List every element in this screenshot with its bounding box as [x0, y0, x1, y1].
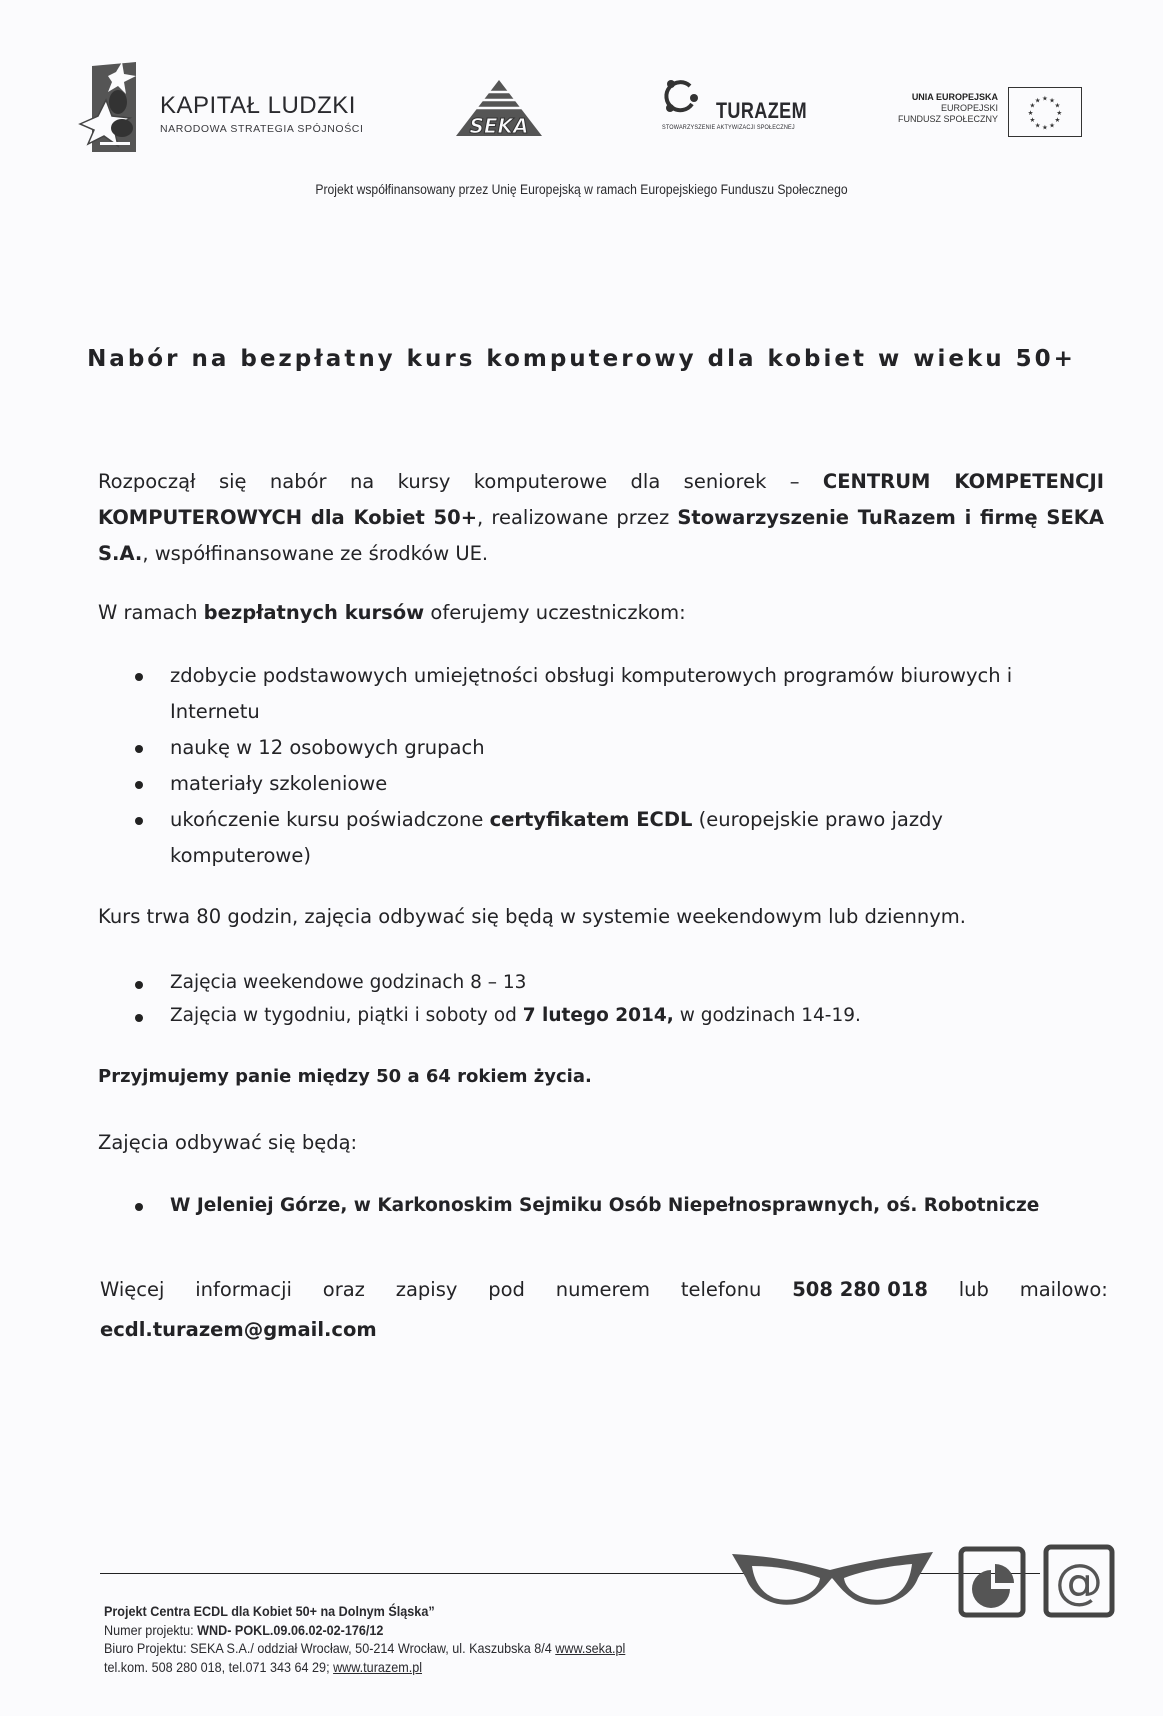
list-item-text: w godzinach 14-19.: [673, 1005, 861, 1026]
offer-lead-pre: W ramach: [98, 601, 204, 624]
intro-bold-organizers: Stowarzyszenie TuRazem i firmę SEKA S.A.: [98, 506, 1104, 565]
bullet-icon: [135, 781, 143, 789]
list-item-bold: 7 lutego 2014,: [522, 1005, 674, 1026]
pie-chart-icon: [958, 1546, 1026, 1618]
footer-project-name: Projekt Centra ECDL dla Kobiet 50+ na Dolnym Śląska”: [104, 1603, 435, 1619]
bullet-icon: [135, 817, 143, 825]
bullet-icon: [135, 673, 143, 681]
list-item-text: Zajęcia weekendowe godzinach 8 – 13: [170, 972, 527, 993]
eu-star-icon: ★: [1029, 102, 1036, 110]
eu-star-icon: ★: [1054, 117, 1061, 125]
intro-text-3: , współfinansowane ze środków UE.: [142, 542, 489, 565]
contact-word: numerem: [555, 1278, 651, 1301]
eu-fund-label: [880, 92, 998, 125]
turazem-subtitle: STOWARZYSZENIE AKTYWIZACJI SPOŁECZNEJ: [662, 124, 795, 131]
eu-star-icon: ★: [1054, 102, 1061, 110]
kapital-ludzki-wordmark: [160, 94, 364, 135]
footer-number-label: Numer projektu:: [104, 1621, 198, 1638]
contact-word: pod: [488, 1278, 525, 1301]
page-title: Nabór na bezpłatny kurs komputerowy dla kobiet w wieku 50+: [87, 346, 1076, 372]
location-list: [132, 1188, 1039, 1224]
contact-word: informacji: [195, 1278, 292, 1301]
footer-phones: tel.kom. 508 280 018, tel.071 343 64 29;: [104, 1658, 334, 1675]
eu-star-icon: ★: [1056, 109, 1063, 117]
email-at-icon: [1043, 1544, 1115, 1618]
footer-info: [104, 1602, 625, 1676]
eu-star-icon: ★: [1034, 97, 1041, 105]
footer-office: Biuro Projektu: SEKA S.A./ oddział Wrocław, 50-214 Wrocław, ul. Kaszubska 8/4: [104, 1640, 556, 1656]
bullet-icon: [135, 1014, 143, 1022]
eu-star-icon: ★: [1041, 124, 1049, 132]
contact-word: lub: [958, 1278, 989, 1301]
list-item-text: ukończenie kursu poświadczone: [170, 808, 490, 831]
cofinancing-note: Projekt współfinansowany przez Unię Europejską w ramach Europejskiego Funduszu Społecznego: [315, 182, 848, 197]
list-item: [132, 966, 861, 999]
course-duration: Kurs trwa 80 godzin, zajęcia odbywać się będą w systemie weekendowym lub dziennym.: [98, 905, 966, 928]
eu-star-icon: ★: [1029, 117, 1036, 125]
seka-logo-text: SEKA: [469, 114, 529, 138]
contact-word: zapisy: [395, 1278, 458, 1301]
list-item: [132, 802, 1072, 874]
eu-star-icon: ★: [1041, 95, 1049, 103]
list-item-bold: certyfikatem ECDL: [489, 808, 693, 831]
offer-list: [132, 658, 1072, 874]
eu-star-icon: ★: [1049, 97, 1056, 105]
eu-star-icon: ★: [1027, 109, 1034, 117]
bullet-icon: [135, 1203, 143, 1211]
seka-logo-icon: [454, 78, 544, 138]
offer-lead: [98, 601, 686, 624]
list-item-text: naukę w 12 osobowych grupach: [170, 736, 485, 759]
eu-star-icon: ★: [1049, 122, 1056, 130]
offer-lead-bold: bezpłatnych kursów: [203, 601, 425, 624]
cat-eye-glasses-icon: [730, 1548, 935, 1610]
svg-text:@: @: [1055, 1554, 1103, 1610]
list-item: [132, 1188, 1039, 1224]
bullet-icon: [135, 745, 143, 753]
eu-star-icon: ★: [1034, 122, 1041, 130]
eu-flag-icon: [1008, 87, 1082, 137]
contact-word: telefonu: [680, 1278, 762, 1301]
list-item-text: zdobycie podstawowych umiejętności obsługi komputerowych programów biurowych i Internetu: [170, 664, 1013, 723]
offer-lead-post: oferujemy uczestniczkom:: [424, 601, 686, 624]
list-item: [132, 766, 1072, 802]
contact-word: mailowo:: [1019, 1278, 1108, 1301]
location-lead: Zajęcia odbywać się będą:: [98, 1131, 358, 1154]
kapital-ludzki-title: KAPITAŁ LUDZKI: [160, 92, 356, 119]
contact-info: [100, 1270, 1108, 1350]
turazem-name: TURAZEM: [716, 98, 808, 123]
footer-number-value: WND- POKL.09.06.02-02-176/12: [197, 1621, 384, 1638]
intro-bold-centre: CENTRUM KOMPETENCJI KOMPUTEROWYCH dla Kobiet 50+: [98, 470, 1104, 529]
eu-line-1: UNIA EUROPEJSKA: [911, 92, 998, 102]
schedule-list: [132, 966, 861, 1032]
seka-website-link[interactable]: www.seka.pl: [555, 1640, 626, 1656]
contact-word: oraz: [322, 1278, 365, 1301]
intro-text-1: Rozpoczął się nabór na kursy komputerowe dla seniorek –: [98, 470, 823, 493]
eu-line-3: FUNDUSZ SPOŁECZNY: [897, 114, 998, 124]
turazem-logo-icon: [662, 78, 698, 114]
contact-email-link[interactable]: ecdl.turazem@gmail.com: [100, 1318, 377, 1341]
list-item-text: W Jeleniej Górze, w Karkonoskim Sejmiku Osób Niepełnosprawnych, oś. Robotnicze: [170, 1195, 1040, 1216]
list-item: [132, 999, 861, 1032]
intro-paragraph: [98, 464, 1104, 572]
age-requirement: Przyjmujemy panie między 50 a 64 rokiem życia.: [98, 1066, 592, 1087]
turazem-website-link[interactable]: www.turazem.pl: [333, 1658, 423, 1675]
list-item-text: (europejskie prawo jazdy komputerowe): [170, 808, 943, 867]
list-item: [132, 730, 1072, 766]
kapital-ludzki-logo-icon: [78, 62, 140, 152]
list-item-text: Zajęcia w tygodniu, piątki i soboty od: [170, 1005, 523, 1026]
list-item: [132, 658, 1072, 730]
contact-phone[interactable]: 508 280 018: [792, 1278, 928, 1301]
intro-text-2: , realizowane przez: [477, 506, 678, 529]
list-item-text: materiały szkoleniowe: [170, 772, 388, 795]
eu-line-2: EUROPEJSKI: [940, 103, 998, 113]
contact-word: Więcej: [100, 1278, 165, 1301]
kapital-ludzki-subtitle: NARODOWA STRATEGIA SPÓJNOŚCI: [160, 123, 364, 135]
bullet-icon: [135, 981, 143, 989]
